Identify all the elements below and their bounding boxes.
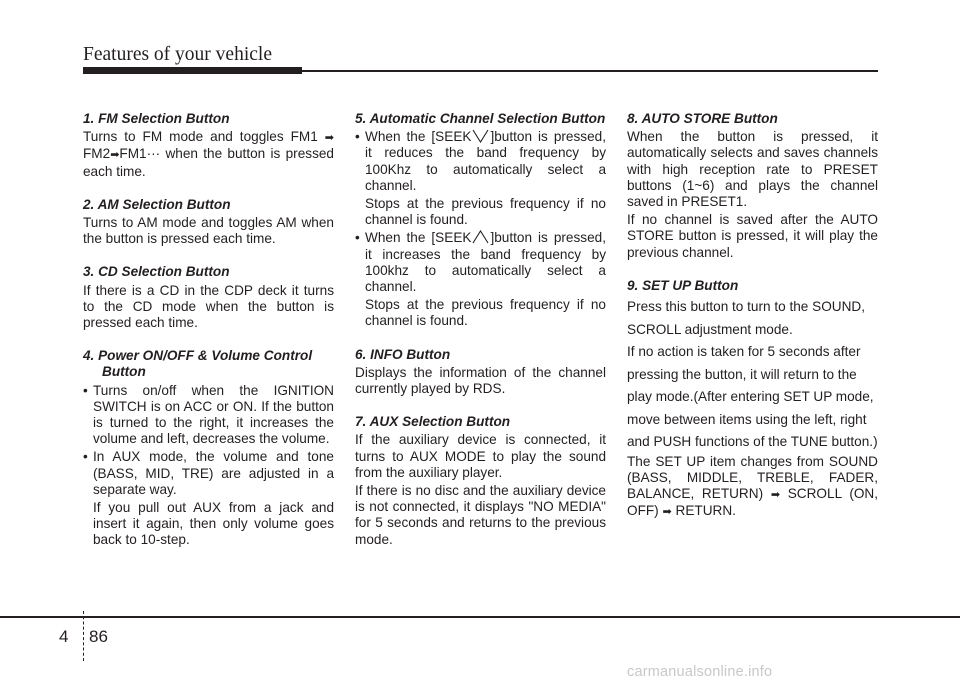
header-rule-thick: [83, 67, 302, 74]
setup-text-3-a: The SET UP item changes from SOUND (BASS, MIDDLE, TREBLE, FADER, BALANCE, RETURN): [627, 453, 878, 501]
arrow-right-icon: ➡: [324, 132, 334, 145]
fm-text-c: FM1··· when the button is pressed each time.: [83, 146, 334, 179]
power-bullet-2-cont: If you pull out AUX from a jack and insert it again, then only volume goes back to 10-step.: [93, 500, 334, 548]
footer-rule: [0, 616, 960, 618]
footer-divider-vertical: [83, 611, 84, 661]
watermark-link[interactable]: carmanualsonline.info: [627, 664, 773, 680]
fm-text: [83, 129, 334, 180]
auto-store-heading: 8. AUTO STORE Button: [627, 111, 778, 126]
info-text: Displays the information of the channel currently played by RDS.: [355, 364, 606, 397]
cd-heading: 3. CD Selection Button: [83, 264, 230, 280]
arrow-right-icon: ➡: [110, 149, 120, 162]
fm-heading: 1. FM Selection Button: [83, 111, 230, 126]
arrow-right-icon: ➡: [662, 506, 672, 519]
chapter-number: 4: [59, 627, 69, 646]
fm-text-a: Turns to FM mode and toggles FM1: [83, 129, 318, 145]
column-2: [355, 111, 606, 550]
seek-up-text-b: ]button is pressed, it increases the band frequency by 100khz to automatically select a channel.: [365, 230, 606, 295]
seek-up-text-a: When the [SEEK: [365, 230, 472, 246]
seek-up-bullet: [355, 230, 606, 295]
setup-text-3: [627, 454, 878, 521]
column-1: [83, 111, 334, 551]
auto-channel-heading: 5. Automatic Channel Selection Button: [355, 111, 606, 126]
power-bullet-2: • In AUX mode, the volume and tone (BASS, MID, TRE) are adjusted in a separate way.: [83, 449, 334, 498]
seek-down-icon: [472, 129, 489, 143]
page-header-title: Features of your vehicle: [83, 44, 272, 65]
aux-text-2: If there is no disc and the auxiliary device is not connected, it displays "NO MEDIA" for 5 seconds and returns to the previous mode.: [355, 483, 606, 547]
page-number: 86: [89, 627, 108, 646]
am-text: Turns to AM mode and toggles AM when the button is pressed each time.: [83, 215, 334, 247]
aux-heading: 7. AUX Selection Button: [355, 414, 511, 430]
seek-down-text-b: ]button is pressed, it reduces the band frequency by 100Khz to automatically select a channel.: [365, 129, 606, 193]
setup-text-1: Press this button to turn to the SOUND, SCROLL adjustment mode.: [627, 299, 865, 337]
power-bullet-1: • Turns on/off when the IGNITION SWITCH is on ACC or ON. If the button is turned to the right, it increases the volume and left, decreases the volume.: [83, 383, 334, 448]
info-heading: 6. INFO Button: [355, 346, 451, 362]
seek-up-cont: Stops at the previous frequency if no channel is found.: [365, 297, 606, 329]
seek-down-cont: Stops at the previous frequency if no channel is found.: [365, 196, 606, 228]
cd-text: If there is a CD in the CDP deck it turns to the CD mode when the button is pressed each time.: [83, 282, 334, 331]
setup-text-3-b: SCROLL (ON, OFF): [627, 485, 879, 519]
setup-heading: 9. SET UP Button: [627, 277, 739, 293]
auto-store-text-2: If no channel is saved after the AUTO STORE button is pressed, it will play the previous channel.: [627, 212, 878, 260]
header-rule-thin: [302, 70, 878, 72]
setup-text-2: If no action is taken for 5 seconds after pressing the button, it will return to the play mode.(After entering SET UP mode, move between items using the left, right and PUSH functions of the TUNE button.): [627, 344, 878, 450]
seek-down-bullet: [355, 129, 606, 194]
column-3: [627, 111, 878, 522]
arrow-right-icon: ➡: [770, 488, 781, 501]
fm-text-b: FM2: [83, 146, 111, 162]
seek-down-text-a: When the [SEEK: [365, 129, 472, 145]
aux-text-1: If the auxiliary device is connected, it turns to AUX MODE to play the sound from the auxiliary player.: [355, 432, 606, 480]
power-heading: 4. Power ON/OFF & Volume Control Button: [83, 348, 313, 380]
seek-up-icon: [472, 230, 489, 244]
setup-text-3-c: RETURN.: [675, 503, 736, 519]
auto-store-text-1: When the button is pressed, it automatically selects and saves channels with high reception rate to PRESET buttons (1~6) and plays the channel saved in PRESET1.: [627, 129, 878, 210]
am-heading: 2. AM Selection Button: [83, 196, 231, 212]
